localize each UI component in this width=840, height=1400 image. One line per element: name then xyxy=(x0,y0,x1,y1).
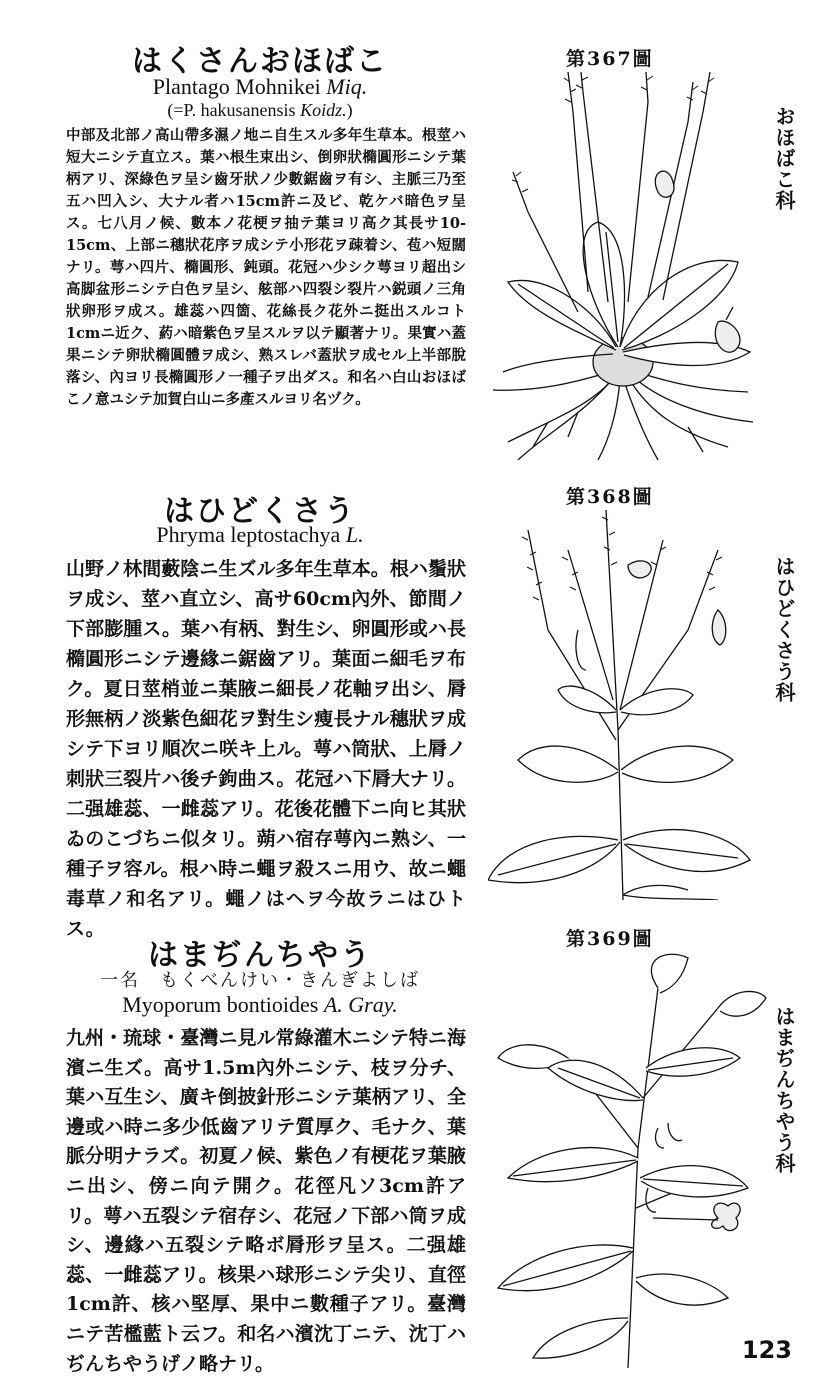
entry-plantago xyxy=(0,0,840,470)
scientific-authority: Miq. xyxy=(326,74,368,99)
myoporum-illustration xyxy=(478,948,768,1368)
scientific-name-text: Phryma leptostachya xyxy=(156,522,341,547)
entry-scientific-name xyxy=(60,992,460,1018)
figure-label: 第368圖 xyxy=(566,486,654,508)
scientific-name-text: Plantago Mohnikei xyxy=(152,74,321,99)
entry-title-ja: はまぢんちやう xyxy=(148,938,372,973)
entry-title-ja: はくさんおほばこ xyxy=(132,44,388,79)
figure-label: 第369圖 xyxy=(566,928,654,950)
plantago-illustration xyxy=(488,72,758,460)
phryma-illustration xyxy=(488,510,758,900)
scientific-name-text: Myoporum bontioides xyxy=(122,992,319,1017)
family-label: はひどくさう科 xyxy=(772,556,796,703)
synonym-close: ) xyxy=(346,100,353,120)
entry-title-ja: はひどくさう xyxy=(164,494,356,529)
entry-scientific-name xyxy=(60,522,460,548)
entry-myoporum xyxy=(0,920,840,1400)
figure-label: 第367圖 xyxy=(566,48,654,70)
entry-scientific-name xyxy=(60,74,460,100)
synonym-text: (=P. hakusanensis xyxy=(167,100,296,120)
entry-description: 九州・琉球・臺灣ニ見ル常綠灌木ニシテ特ニ海濱ニ生ズ。高サ1.5m內外ニシテ、枝ヲ分チ、葉ハ互生シ、廣キ倒披針形ニシテ葉柄アリ、全邊或ハ時ニ多少低齒アリテ質厚ク、毛ナク、葉脈分明ナラズ。初夏ノ候、紫色ノ有梗花ヲ葉腋ニ出シ、傍ニ向テ開ク。花徑凡ソ3cm許アリ。萼ハ五裂シテ宿存シ、花冠ノ下部ハ筒ヲ成シ、邊緣ハ五裂シテ略ボ脣形ヲ呈ス。二强雄蕊、一雌蕊アリ。核果ハ球形ニシテ尖リ、直徑1cm許、核ハ堅厚、果中ニ數種子アリ。臺灣ニテ苦檻藍ト云フ。和名ハ濱沈丁ニテ、沈丁ハぢんちやうげノ略ナリ。 xyxy=(66,1027,466,1375)
entry-synonym xyxy=(60,100,460,121)
entry-description: 中部及北部ノ高山帶多濕ノ地ニ自生スル多年生草本。根莖ハ短大ニシテ直立ス。葉ハ根生束出シ、倒卵狀橢圓形ニシテ葉柄アリ、深綠色ヲ呈シ齒牙狀ノ少數鋸齒ヲ有シ、主脈三乃至五ハ凹入シ、大ナル者ハ15cm許ニ及ビ、乾ケバ暗色ヲ呈ス。七八月ノ候、數本ノ花梗ヲ抽テ葉ヨリ高ク其長サ10-15cm、上部ニ穗狀花序ヲ成シテ小形花ヲ疎着シ、苞ハ短闊ナリ。萼ハ四片、橢圓形、鈍頭。花冠ハ少シク萼ヨリ超出シ高脚盆形ニシテ白色ヲ呈シ、舷部ハ四裂シ裂片ハ鋭頭ノ三角狀卵形ヲ成ス。雄蕊ハ四箇、花絲長ク花外ニ挺出スルコト1cmニ近ク、葯ハ暗紫色ヲ呈スルヲ以テ顯著ナリ。果實ハ蓋果ニシテ卵狀橢圓體ヲ成シ、熟スレバ蓋狀ヲ成セル上半部脫落シ、內ヨリ長橢圓形ノ一種子ヲ出ダス。和名ハ白山おほばこノ意ユシテ加賀白山ニ多產スルヨリ名ヅク。 xyxy=(66,127,466,408)
scientific-authority: A. Gray. xyxy=(323,992,398,1017)
synonym-authority: Koidz. xyxy=(300,100,347,120)
family-label: はまぢんちやう科 xyxy=(772,1006,796,1174)
entry-alternate-names: 一名 もくべんけい・きんぎよしば xyxy=(100,970,420,991)
page-number: 123 xyxy=(741,1336,792,1364)
entry-description: 山野ノ林間藪陰ニ生ズル多年生草本。根ハ鬚狀ヲ成シ、莖ハ直立シ、高サ60cm內外、節間ノ下部膨腫ス。葉ハ有柄、對生シ、卵圓形或ハ長橢圓形ニシテ邊緣ニ鋸齒アリ。葉面ニ細毛ヲ布ク。夏日莖梢並ニ葉腋ニ細長ノ花軸ヲ出シ、脣形無柄ノ淡紫色細花ヲ對生シ瘦長ナル穗狀ヲ成シテ下ヨリ順次ニ咲キ上ル。萼ハ筒狀、上脣ノ刺狀三裂片ハ後チ鉤曲ス。花冠ハ下脣大ナリ。二强雄蕊、一雌蕊アリ。花後花體下ニ向ヒ其狀ゐのこづちニ似タリ。蒴ハ宿存萼內ニ熟シ、一種子ヲ容ル。根ハ時ニ蠅ヲ殺スニ用ウ、故ニ蠅毒草ノ和名アリ。蠅ノはヘヲ今故ラニはひトス。 xyxy=(66,558,466,940)
family-label: おほばこ科 xyxy=(772,106,796,211)
scientific-authority: L. xyxy=(345,522,364,547)
